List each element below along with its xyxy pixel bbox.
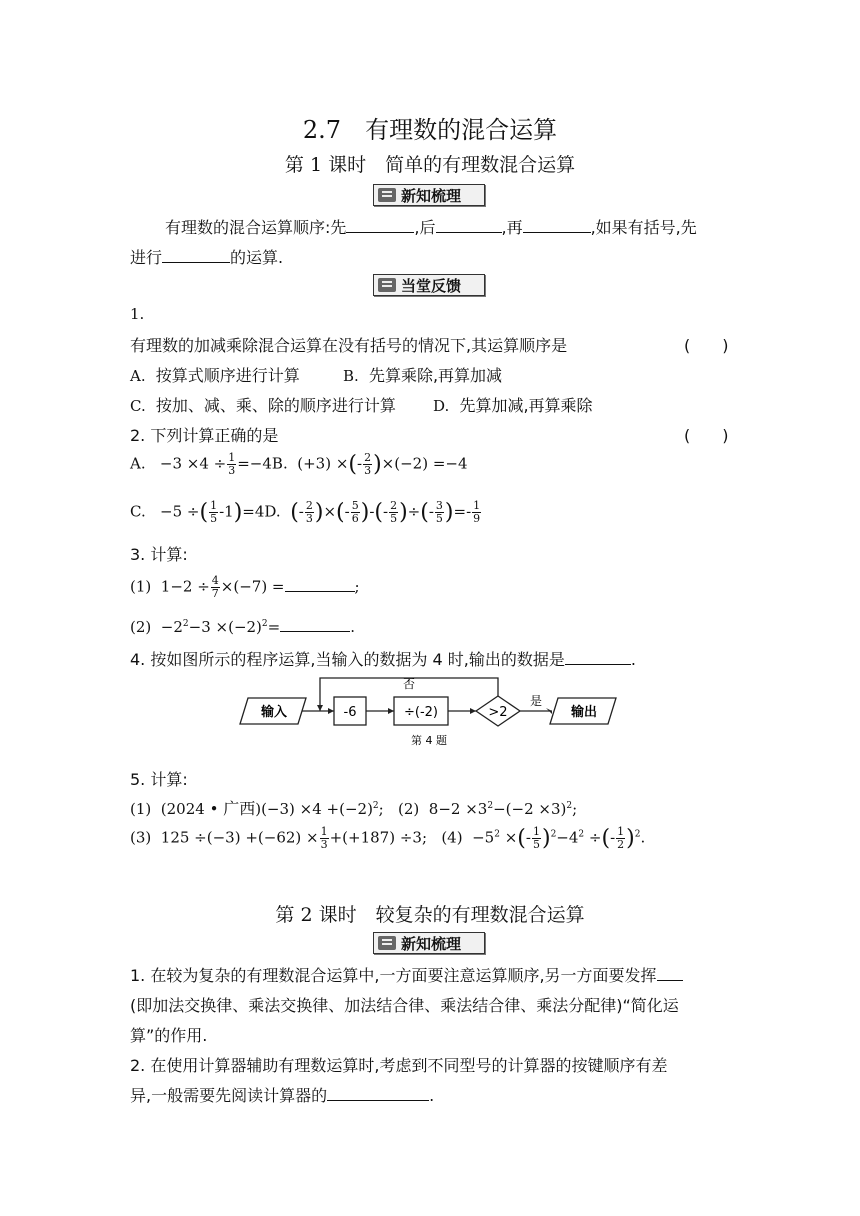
lesson2-subtitle: 第 2 课时 较复杂的有理数混合运算	[275, 904, 585, 926]
flow-condition-label: >2	[488, 705, 508, 720]
q3-part1: (1) 1−2 ÷ $\frac{4}{7}$ ×(−7) = ;	[130, 574, 360, 600]
flow-yes-label: 是	[529, 694, 543, 708]
q1-option-b: B. 先算乘除,再算加减	[343, 366, 503, 385]
summary-line2: 进行 的运算.	[130, 248, 284, 267]
pen-icon	[378, 278, 396, 292]
q1-option-a: A. 按算式顺序进行计算	[130, 366, 300, 385]
blank	[327, 1086, 429, 1101]
flow-op2-label: ÷(-2)	[404, 705, 438, 720]
lesson2-p1-line1: 1. 在较为复杂的有理数混合运算中,一方面要注意运算顺序,另一方面要发挥	[130, 963, 683, 986]
q2-answer-paren: ( )	[684, 426, 729, 445]
lesson2-p1-line3: 算”的作用.	[130, 1026, 208, 1045]
blank	[285, 577, 355, 592]
blank	[657, 966, 683, 981]
q1-option-c: C. 按加、减、乘、除的顺序进行计算	[130, 396, 396, 415]
blank	[436, 218, 502, 233]
blank	[565, 650, 631, 665]
lesson2-p2-line2: 异,一般需要先阅读计算器的 .	[130, 1086, 435, 1105]
q2-options-cd: C. −5 ÷( $\frac{1}{5}$ -1)=4D. (- $\frac{2}{3}$ )×(- $\frac{5}{6}$ )-(- $\frac{2}{5}$ )÷(- $\frac{3}{5}$ )=- $\frac{1}{9}$	[130, 499, 481, 525]
q3-part2: $(2) -2^2-3 \times(-2)^2=$ .	[130, 618, 355, 636]
page-title: 2.7 有理数的混合运算	[302, 116, 558, 144]
q2-text: 2. 下列计算正确的是	[130, 426, 279, 445]
book-icon	[378, 936, 396, 950]
blank	[280, 617, 350, 632]
q1-answer-paren: ( )	[684, 336, 729, 355]
flow-output-label: 输出	[570, 705, 598, 720]
q5-text: 5. 计算:	[130, 770, 188, 789]
new-knowledge-badge: 新知梳理	[373, 184, 485, 206]
q3-text: 3. 计算:	[130, 545, 188, 564]
flow-caption: 第 4 题	[411, 734, 447, 747]
summary-line1: 有理数的混合运算顺序:先 ,后 ,再 ,如果有括号,先	[165, 218, 697, 237]
q2-options-ab: A. −3 ×4 ÷ $\frac{1}{3}$ =−4B. (+3) ×(- $\frac{2}{3}$ )×(−2) =−4	[130, 451, 468, 477]
flow-op1-label: -6	[343, 705, 357, 720]
blank	[523, 218, 591, 233]
q1-option-d: D. 先算加减,再算乘除	[433, 396, 593, 415]
q5-line2: (3) 125 ÷(−3) +(−62) × $\frac{1}{3}$ +(+187) ÷3; $(4) -5^2$ ×(- $\frac{1}{5}$ )$^2-4^2$ ÷(- $\frac{1}{2}$ )$^2$.	[130, 825, 646, 851]
feedback-badge: 当堂反馈	[373, 274, 485, 296]
flow-input-label: 输入	[260, 705, 288, 720]
flow-no-label: 否	[402, 677, 416, 691]
lesson1-subtitle: 第 1 课时 简单的有理数混合运算	[284, 154, 576, 176]
q1-text: 有理数的加减乘除混合运算在没有括号的情况下,其运算顺序是	[130, 336, 568, 355]
lesson2-new-knowledge-badge: 新知梳理	[373, 932, 485, 954]
flow-diagram	[236, 672, 626, 752]
blank	[162, 248, 230, 263]
blank	[346, 218, 414, 233]
q1-number: 1.	[130, 305, 145, 323]
q4-text: 4. 按如图所示的程序运算,当输入的数据为 4 时,输出的数据是 .	[130, 650, 636, 669]
lesson2-p2-line1: 2. 在使用计算器辅助有理数运算时,考虑到不同型号的计算器的按键顺序有差	[130, 1056, 668, 1075]
q5-line1: (1) (2024 • 广西)$(-3) \times 4 +(-2)^2$; (2) $8-2 \times 3^2-(-2 \times 3)^2$;	[130, 799, 578, 818]
book-icon	[378, 188, 396, 202]
lesson2-p1-line2: (即加法交换律、乘法交换律、加法结合律、乘法结合律、乘法分配律)“简化运	[130, 996, 679, 1015]
